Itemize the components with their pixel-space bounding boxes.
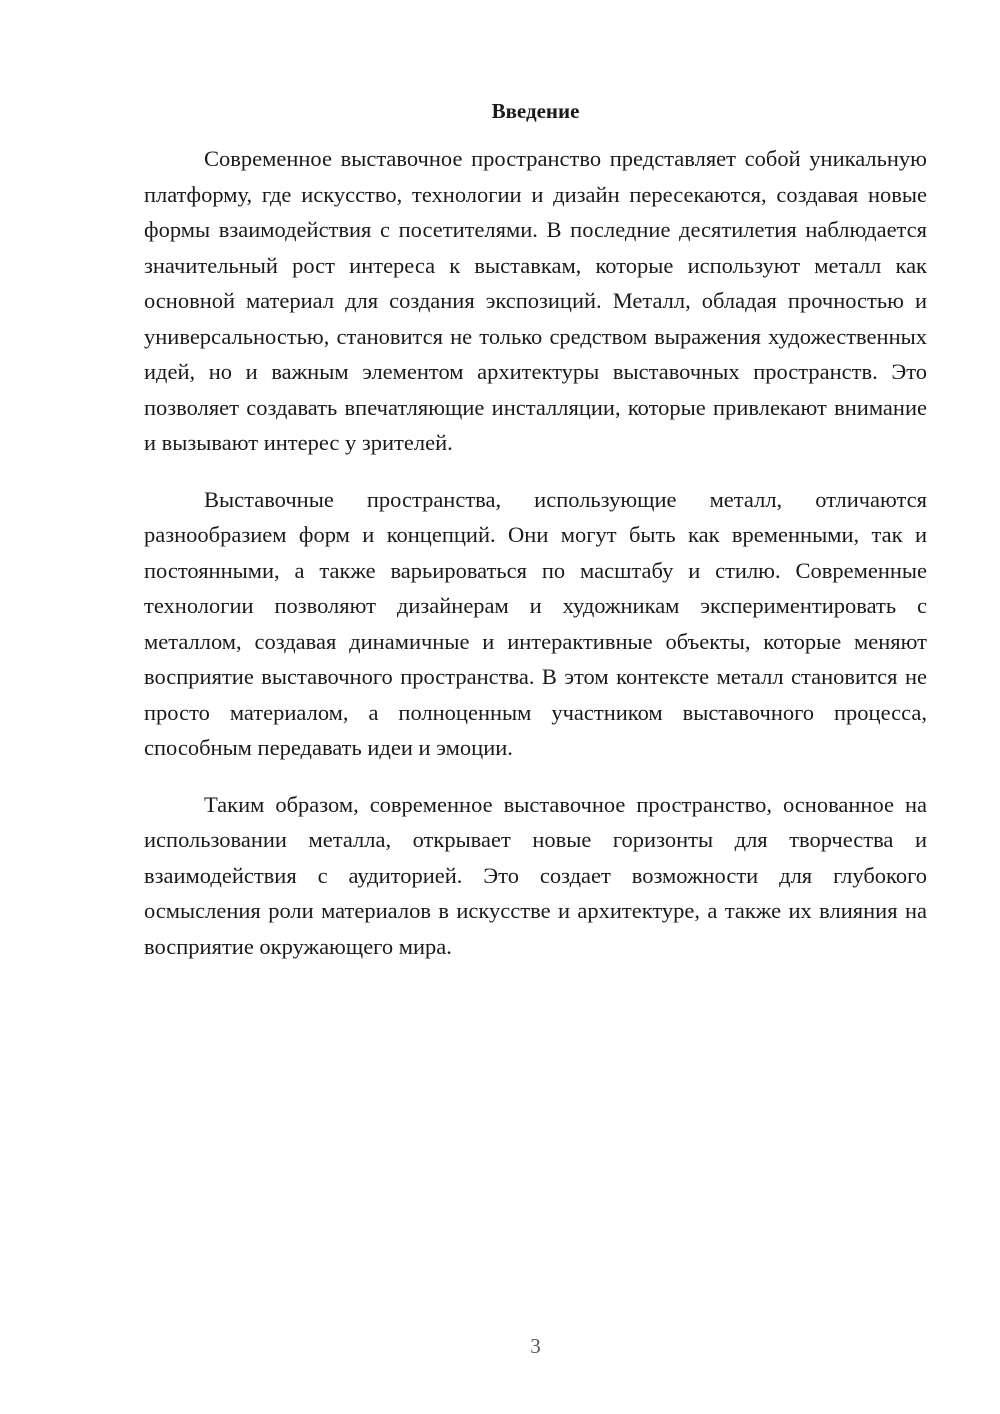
paragraph-3: Таким образом, современное выставочное пространство, основанное на использовании металла, открывает новые горизонты для творчества и взаимодействия с аудиторией. Это создает возможности для глубокого осмысления роли материалов в искусстве и архитектуре, а также их влияния на восприятие окружающего мира. (144, 791, 927, 959)
paragraph-1: Современное выставочное пространство представляет собой уникальную платформу, где искусство, технологии и дизайн пересекаются, создавая новые формы взаимодействия с посетителями. В последние десятилетия наблюдается значительный рост интереса к выставкам, которые используют металл как основной материал для создания экспозиций. Металл, обладая прочностью и универсальностью, становится не только средством выражения художественных идей, но и важным элементом архитектуры выставочных пространств. Это позволяет создавать впечатляющие инсталляции, которые привлекают внимание и вызывают интерес у зрителей. (144, 146, 927, 455)
body-text (144, 141, 927, 964)
page-number: 3 (530, 1334, 541, 1358)
section-title: Введение (491, 99, 580, 123)
paragraph-2: Выставочные пространства, использующие металл, отличаются разнообразием форм и концепций. Они могут быть как временными, так и постоянными, а также варьироваться по масштабу и стилю. Современные технологии позволяют дизайнерам и художникам экспериментировать с металлом, создавая динамичные и интерактивные объекты, которые меняют восприятие выставочного пространства. В этом контексте металл становится не просто материалом, а полноценным участником выставочного процесса, способным передавать идеи и эмоции. (144, 486, 927, 760)
